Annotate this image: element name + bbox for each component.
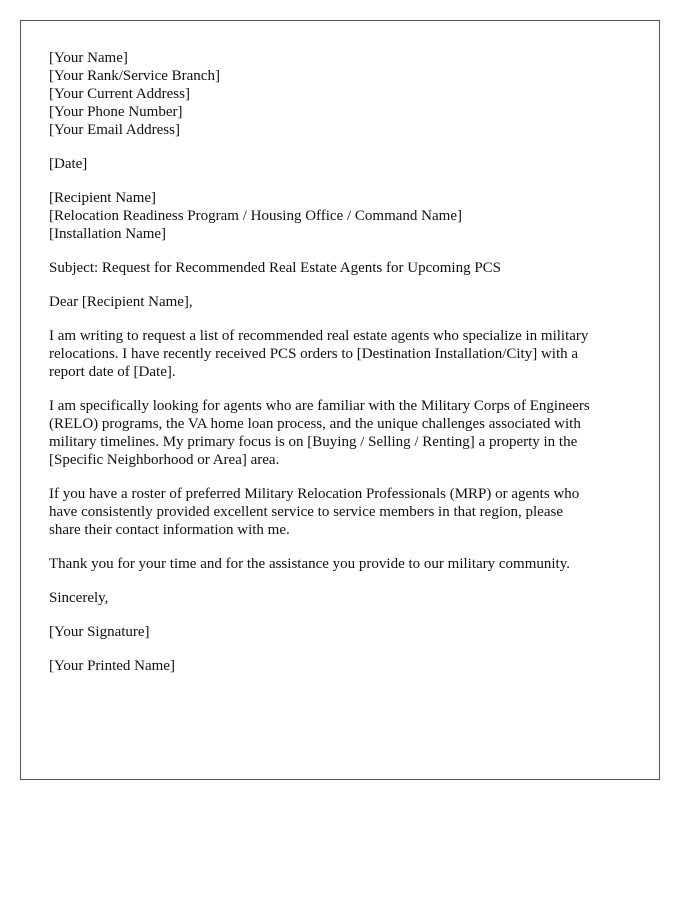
body-line: have consistently provided excellent service to service members in that region, please	[49, 504, 563, 520]
letter-content	[49, 49, 629, 691]
salutation-text: Dear [Recipient Name],	[49, 294, 193, 310]
printed-name	[49, 657, 629, 675]
body-paragraph-1	[49, 327, 629, 381]
body-line: military timelines. My primary focus is on [Buying / Selling / Renting] a property in the	[49, 434, 578, 450]
body-paragraph-4	[49, 555, 629, 573]
body-line: share their contact information with me.	[49, 522, 290, 538]
recipient-office: [Relocation Readiness Program / Housing Office / Command Name]	[49, 208, 462, 224]
body-line: [Specific Neighborhood or Area] area.	[49, 452, 280, 468]
recipient-name: [Recipient Name]	[49, 190, 157, 206]
closing-text: Sincerely,	[49, 590, 109, 606]
printed-name-text: [Your Printed Name]	[49, 658, 175, 674]
sender-email: [Your Email Address]	[49, 122, 180, 138]
subject-line	[49, 259, 629, 277]
body-line: I am specifically looking for agents who are familiar with the Military Corps of Engineers	[49, 398, 590, 414]
sender-block	[49, 49, 629, 139]
sender-name: [Your Name]	[49, 50, 128, 66]
body-line: relocations. I have recently received PCS orders to [Destination Installation/City] with a	[49, 346, 579, 362]
sender-address: [Your Current Address]	[49, 86, 190, 102]
subject-text: Subject: Request for Recommended Real Estate Agents for Upcoming PCS	[49, 260, 502, 276]
body-paragraph-2	[49, 397, 629, 469]
body-line: report date of [Date].	[49, 364, 176, 380]
signature-text: [Your Signature]	[49, 624, 150, 640]
closing	[49, 589, 629, 607]
body-line: I am writing to request a list of recommended real estate agents who specialize in military	[49, 328, 589, 344]
body-line: (RELO) programs, the VA home loan process, and the unique challenges associated with	[49, 416, 581, 432]
sender-phone: [Your Phone Number]	[49, 104, 183, 120]
body-line: Thank you for your time and for the assistance you provide to our military community.	[49, 556, 570, 572]
sender-rank: [Your Rank/Service Branch]	[49, 68, 220, 84]
salutation	[49, 293, 629, 311]
date-block	[49, 155, 629, 173]
recipient-installation: [Installation Name]	[49, 226, 167, 242]
letter-date: [Date]	[49, 156, 88, 172]
signature	[49, 623, 629, 641]
body-paragraph-3	[49, 485, 629, 539]
letter-page	[20, 20, 660, 780]
recipient-block	[49, 189, 629, 243]
body-line: If you have a roster of preferred Military Relocation Professionals (MRP) or agents who	[49, 486, 580, 502]
